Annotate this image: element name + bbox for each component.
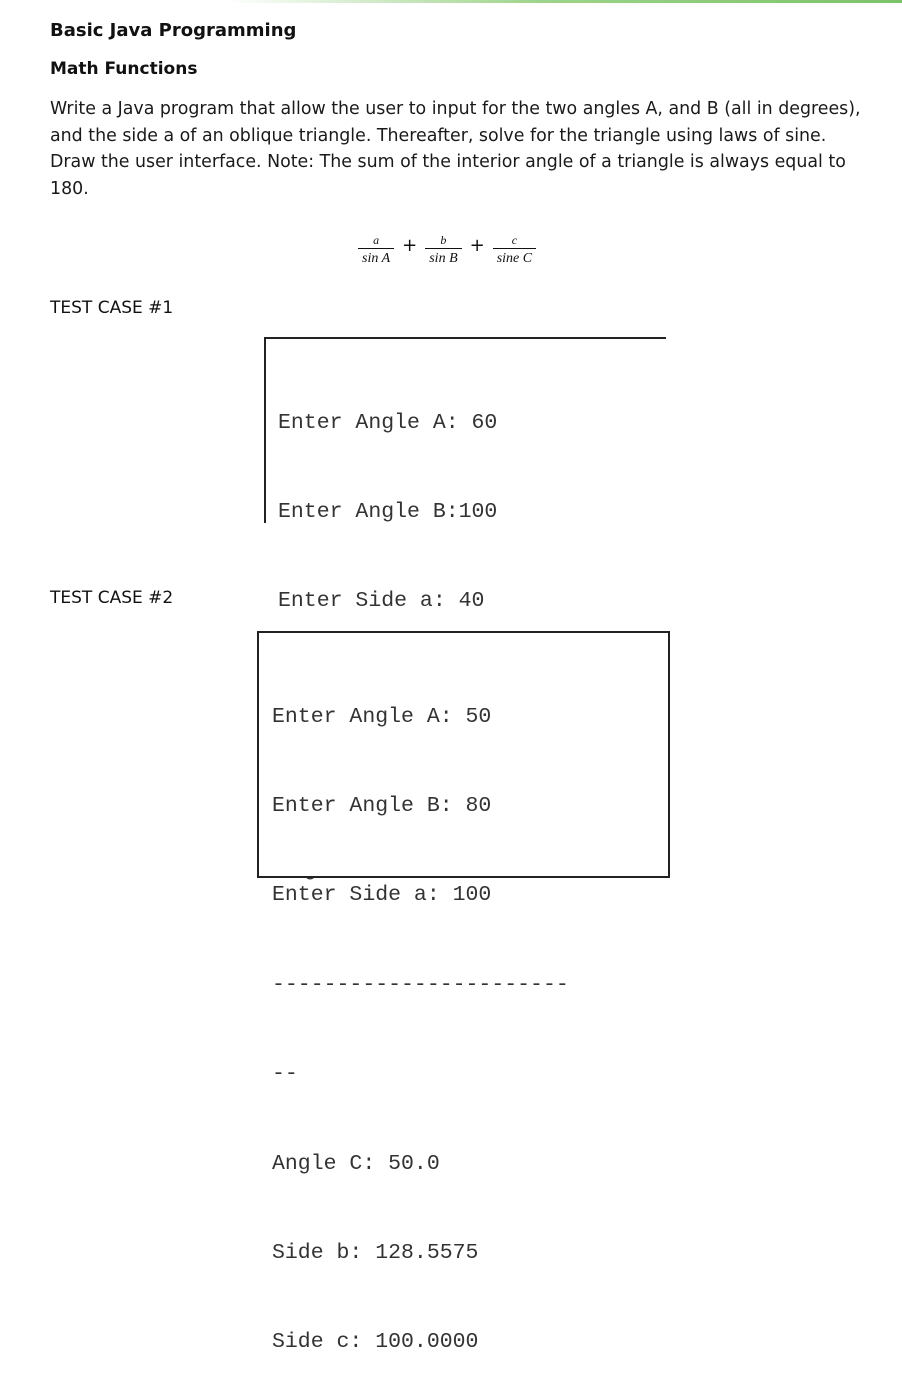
fraction-denominator: sine C: [496, 251, 533, 266]
console-line: Angle C: 50.0: [272, 1151, 440, 1176]
console-line: Enter Angle B: 80: [272, 793, 492, 818]
fraction-numerator: b: [440, 233, 447, 247]
fraction-bar: [493, 248, 536, 249]
console-line: Side c: 100.0000: [272, 1330, 479, 1355]
fraction-c-over-sine-c: [493, 234, 536, 266]
console-line: Enter Side a: 40: [278, 589, 485, 614]
test-case-1-console-output: [264, 337, 666, 614]
top-accent-rule: [0, 0, 902, 3]
console-separator: --: [272, 1062, 298, 1087]
fraction-denominator: sin B: [429, 251, 458, 266]
fraction-numerator: c: [511, 233, 518, 247]
document-title: Basic Java Programming: [50, 20, 297, 41]
fraction-bar: [425, 248, 461, 249]
console-line: Enter Angle B:100: [278, 499, 498, 524]
section-title: Math Functions: [50, 59, 198, 79]
fraction-b-over-sin-b: [425, 234, 461, 266]
fraction-denominator: sin A: [362, 251, 391, 266]
problem-statement: Write a Java program that allow the user to input for the two angles A, and B (all in degrees), and the side a of an oblique triangle. Thereafter, solve for the triangle using laws of sine. Draw the user interface. Note: The sum of the interior angle of a triangle is always equal to 180.: [50, 99, 861, 199]
test-case-2-console-output: [257, 631, 670, 1355]
console-separator: -----------------------: [272, 972, 569, 997]
console-line: Side b: 128.5575: [272, 1240, 479, 1265]
test-case-2-label: TEST CASE #2: [50, 588, 174, 608]
console-line: Enter Angle A: 50: [272, 704, 492, 729]
plus-sign: +: [402, 234, 418, 256]
console-line: Enter Side a: 100: [272, 883, 492, 908]
fraction-numerator: a: [373, 233, 380, 247]
law-of-sines-formula: [356, 228, 538, 272]
test-case-1-label: TEST CASE #1: [50, 298, 174, 318]
fraction-bar: [358, 248, 394, 249]
fraction-a-over-sin-a: [358, 234, 394, 266]
console-line: Enter Angle A: 60: [278, 410, 498, 435]
plus-sign: +: [469, 234, 485, 256]
